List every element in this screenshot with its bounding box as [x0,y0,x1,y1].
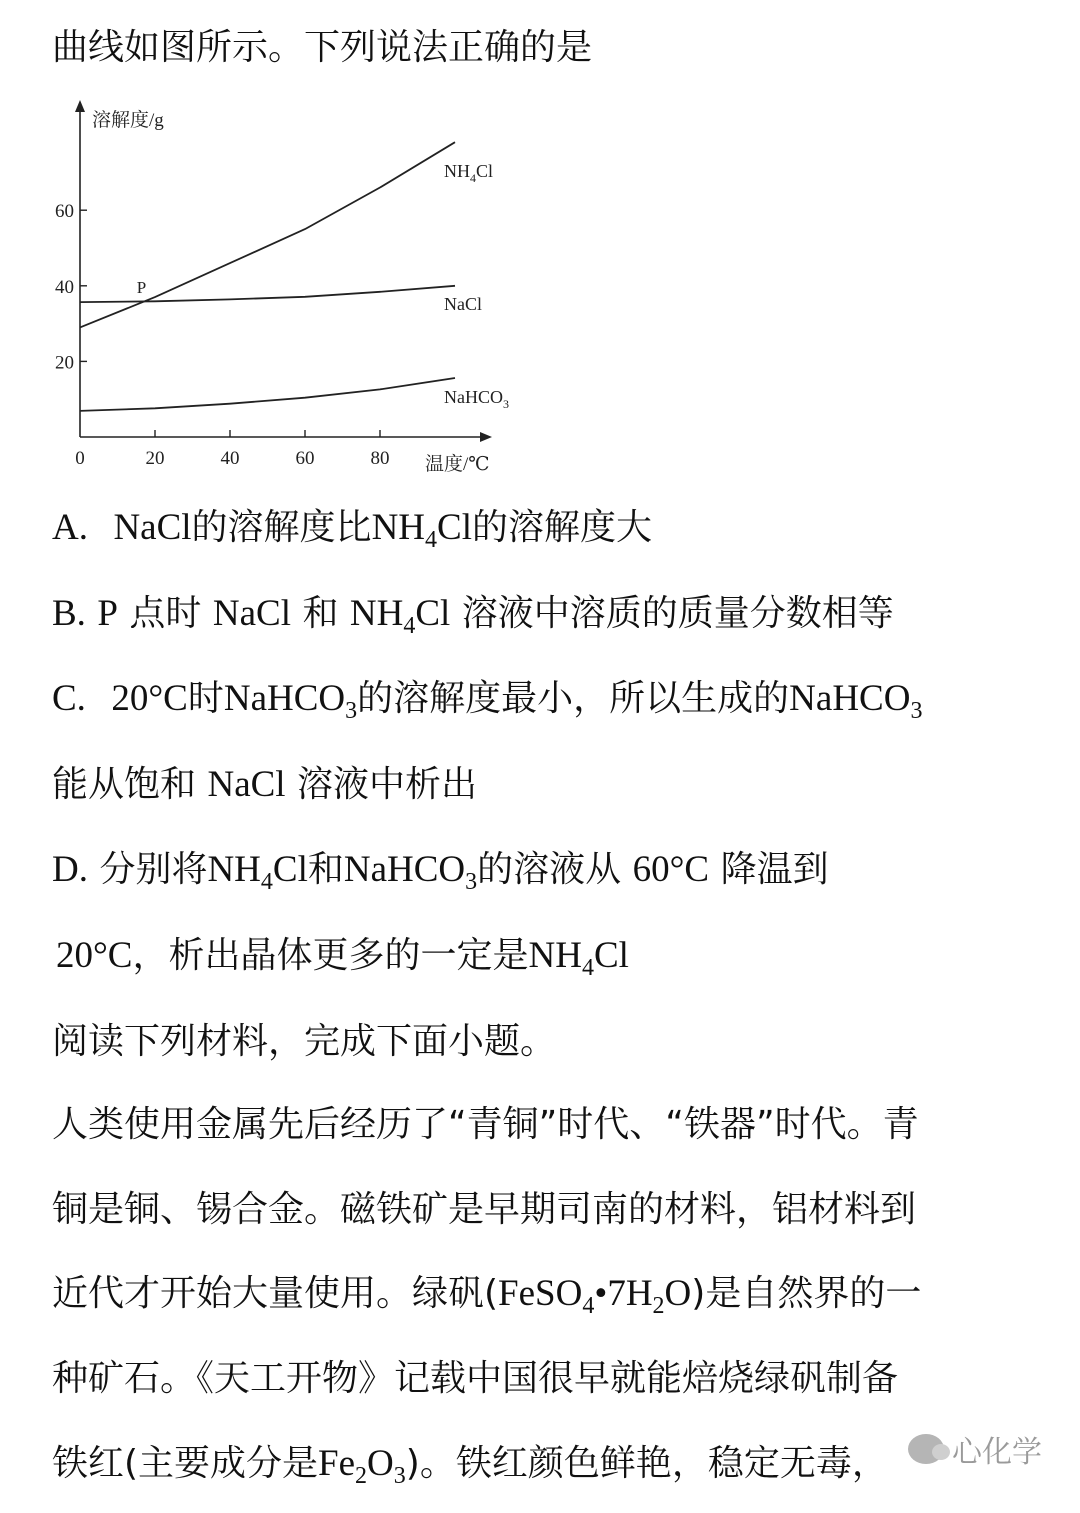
option-b-point: P [97,593,118,634]
option-c-temp: 20°C [111,678,188,719]
x-tick-label-20: 20 [145,448,165,469]
option-d-text-5: ，析出晶体更多的一定是 [132,935,529,976]
passage-line-2 [52,1188,916,1232]
passage-line-3 [52,1272,921,1328]
option-a[interactable] [52,506,652,562]
option-d-temp-2: 20°C [56,935,133,976]
option-c-formula-2: NaHCO [789,678,911,719]
green-vitriol-sub-2: 2 [652,1293,665,1319]
option-b-text-3: 溶液中溶质的质量分数相等 [461,593,894,634]
option-a-sub-2: 4 [425,527,438,553]
passage-text-5a: 铁红(主要成分是 [52,1443,319,1484]
series-label-1: NaCl [444,294,482,314]
option-c-continued [52,763,477,807]
green-vitriol-sub-1: 4 [582,1293,595,1319]
option-d-text-1: 分别将 [99,849,208,890]
option-c-formula-1: NaHCO [223,678,346,719]
y-tick-label-20: 20 [55,352,74,374]
option-d-formula-1-tail: Cl [272,849,308,890]
option-c-sub-1: 3 [345,698,358,724]
chart-ticks [55,201,390,469]
option-b[interactable] [52,592,894,648]
iron-red-formula-1: Fe [318,1443,356,1484]
option-b-formula-1: NaCl [212,593,291,634]
passage-text-2: 铜是铜、锡合金。磁铁矿是早期司南的材料，铝材料到 [52,1189,917,1230]
option-c-text-2: 的溶解度最小，所以生成的 [357,678,790,719]
intro-text: 曲线如图所示。下列说法正确的是 [52,27,593,68]
series-label-0: $NH_4Cl$ [444,161,494,185]
watermark-text: 心化学 [952,1435,1042,1470]
green-vitriol-formula-3: O [664,1273,692,1314]
question-intro [52,26,592,70]
iron-red-sub-1: 2 [355,1463,368,1489]
passage-text-3b: )是自然界的一 [691,1273,922,1314]
option-b-formula-2: NH [349,593,404,634]
x-tick-label-80: 80 [370,448,390,469]
y-tick-label-60: 60 [55,201,74,223]
option-d-letter: D. [52,849,88,890]
option-c-formula-3: NaCl [207,764,286,805]
passage-line-5 [52,1442,888,1498]
option-d-text-2: 和 [307,849,344,890]
series-label-2: NaHCO$_3$ [444,387,509,411]
option-a-text-2: 的溶解度大 [471,507,652,548]
iron-red-formula-2: O [367,1443,394,1484]
option-d-sub-1: 4 [260,869,273,895]
passage-heading-text: 阅读下列材料，完成下面小题。 [52,1021,557,1062]
option-d-continued [56,934,629,990]
option-c-letter: C. [52,678,86,719]
option-d-sub-2: 3 [465,869,478,895]
option-a-text-1: 的溶解度比 [191,507,372,548]
option-c-text-1: 时 [187,678,224,719]
x-axis-arrow [480,432,492,442]
green-vitriol-formula-2: •7H [594,1273,653,1314]
option-d-formula-3-tail: Cl [593,935,629,976]
option-a-formula-1: NaCl [113,507,192,548]
x-tick-label-60: 60 [295,448,315,469]
option-d-sub-3: 4 [581,955,594,981]
y-tick-label-40: 40 [55,276,74,298]
option-c-text-4: 溶液中析出 [297,764,478,805]
option-a-formula-2-tail: Cl [437,507,472,548]
passage-text-3a: 近代才开始大量使用。绿矾( [52,1273,499,1314]
y-axis-arrow [75,100,85,112]
x-tick-label-40: 40 [220,448,240,469]
passage-text-1: 人类使用金属先后经历了“青铜”时代、“铁器”时代。青 [52,1104,919,1145]
passage-line-1 [52,1103,919,1147]
option-c-sub-2: 3 [910,698,923,724]
option-d[interactable] [52,848,829,904]
chart-labels [92,109,509,475]
option-c[interactable] [52,677,922,733]
wechat-icon [908,1434,944,1464]
passage-line-4 [52,1357,898,1401]
point-p-label: P [136,277,147,297]
option-d-formula-2: NaHCO [343,849,466,890]
green-vitriol-formula-1: FeSO [498,1273,583,1314]
option-d-formula-1: NH [207,849,261,890]
y-axis-label: 溶解度/g [92,110,164,131]
option-d-text-3: 的溶液从 [477,849,622,890]
option-b-sub-2: 4 [403,613,416,639]
option-b-text-1: 点时 [129,593,202,634]
chart-curves [80,142,455,411]
series-line-0 [80,142,455,327]
option-c-text-3: 能从饱和 [52,764,197,805]
chart-axes [75,100,492,442]
option-d-text-4: 降温到 [720,849,829,890]
passage-text-4: 种矿石。《天工开物》记载中国很早就能焙烧绿矾制备 [52,1358,899,1399]
option-b-formula-2-tail: Cl [415,593,451,634]
passage-text-5b: )。铁红颜色鲜艳，稳定无毒， [405,1443,888,1484]
passage-heading [52,1020,556,1064]
x-tick-label-0: 0 [75,448,85,469]
solubility-chart [40,90,540,485]
watermark [908,1427,1042,1471]
option-d-temp-1: 60°C [632,849,710,890]
option-d-formula-3: NH [528,935,582,976]
option-a-letter: A. [52,507,88,548]
x-axis-label: 温度/℃ [425,454,490,475]
option-a-formula-2: NH [371,507,426,548]
option-b-letter: B. [52,593,86,634]
option-b-text-2: 和 [302,593,339,634]
iron-red-sub-2: 3 [393,1463,406,1489]
series-line-2 [80,378,455,411]
